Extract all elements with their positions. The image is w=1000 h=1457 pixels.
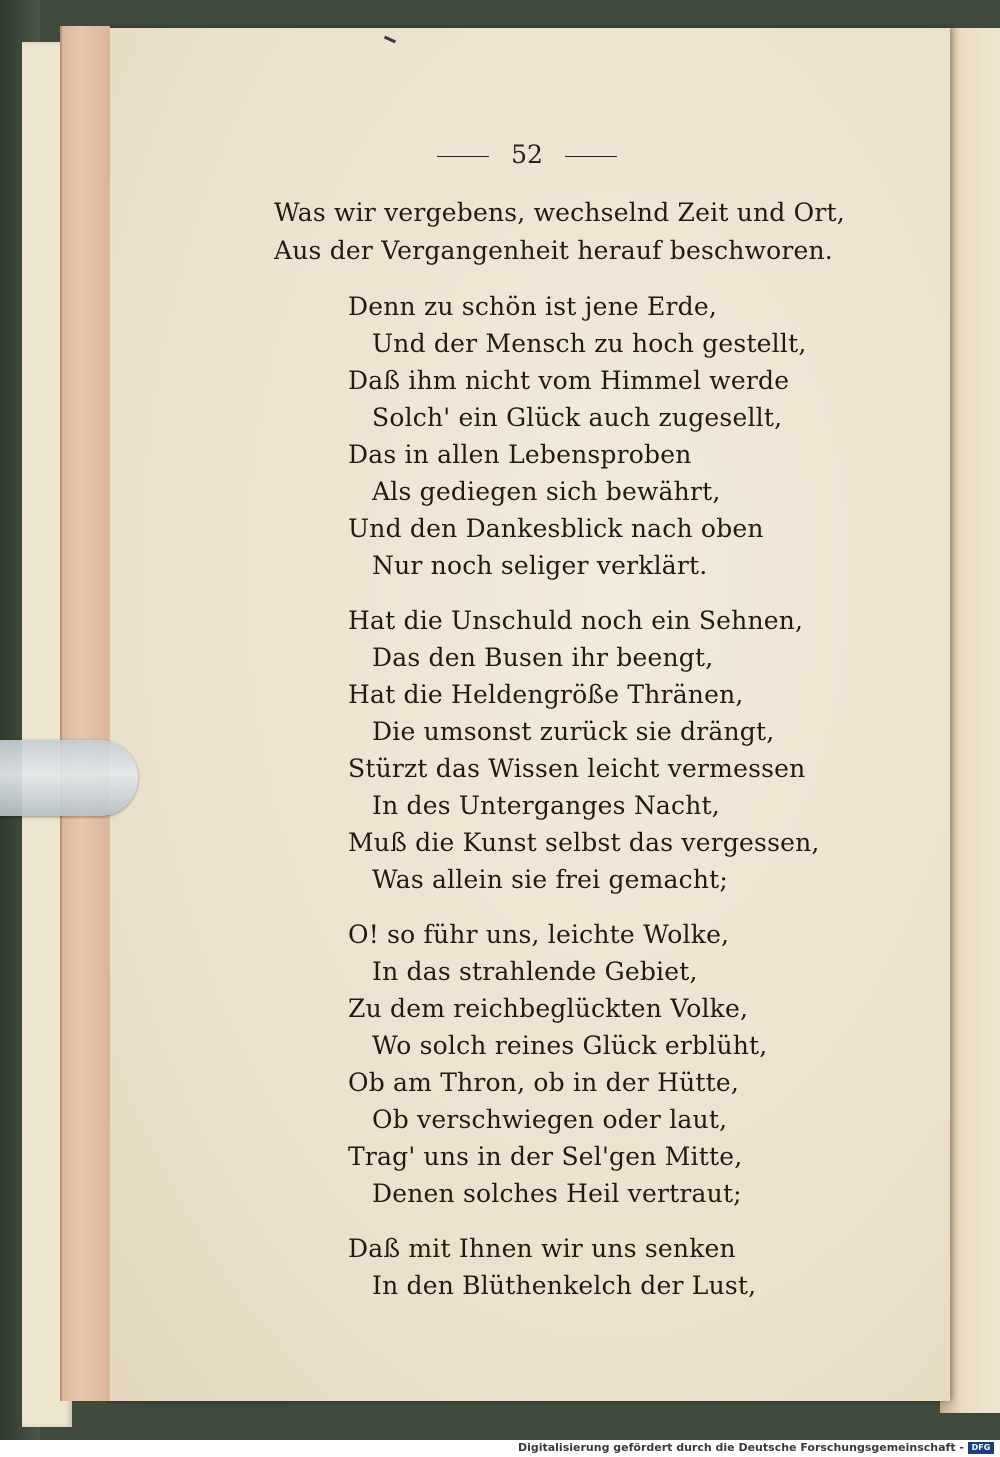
poem-line: Hat die Unschuld noch ein Sehnen, bbox=[348, 606, 804, 635]
poem-line: Trag' uns in der Sel'gen Mitte, bbox=[348, 1142, 743, 1171]
poem-line: Nur noch seliger verklärt. bbox=[372, 551, 708, 580]
poem-line: Und der Mensch zu hoch gestellt, bbox=[372, 329, 807, 358]
digitization-footer bbox=[0, 1440, 1000, 1457]
poem-line: Stürzt das Wissen leicht vermessen bbox=[348, 754, 806, 783]
poem-line: Und den Dankesblick nach oben bbox=[348, 514, 764, 543]
poem-line: Hat die Heldengröße Thränen, bbox=[348, 680, 744, 709]
poem-line: Ob am Thron, ob in der Hütte, bbox=[348, 1068, 740, 1097]
poem-line: Das in allen Lebensproben bbox=[348, 440, 692, 469]
poem-line: Was wir vergebens, wechselnd Zeit und Ort, bbox=[274, 198, 845, 227]
page-number-text: 52 bbox=[511, 140, 543, 169]
page-holder-clip bbox=[0, 740, 138, 816]
poem-line: Wo solch reines Glück erblüht, bbox=[372, 1031, 768, 1060]
poem-text bbox=[104, 28, 950, 1401]
poem-line: Das den Busen ihr beengt, bbox=[372, 643, 714, 672]
book-page bbox=[104, 28, 950, 1401]
page-gutter-edge bbox=[60, 26, 110, 1401]
poem-line: Als gediegen sich bewährt, bbox=[372, 477, 721, 506]
poem-line: Denen solches Heil vertraut; bbox=[372, 1179, 742, 1208]
poem-line: In das strahlende Gebiet, bbox=[372, 957, 698, 986]
dfg-logo: DFG bbox=[968, 1442, 994, 1454]
poem-line: Aus der Vergangenheit herauf beschworen. bbox=[274, 236, 833, 265]
poem-line: Solch' ein Glück auch zugesellt, bbox=[372, 403, 783, 432]
poem-line: Denn zu schön ist jene Erde, bbox=[348, 292, 717, 321]
poem-line: In den Blüthenkelch der Lust, bbox=[372, 1271, 757, 1300]
poem-line: Daß ihm nicht vom Himmel werde bbox=[348, 366, 790, 395]
poem-line: Ob verschwiegen oder laut, bbox=[372, 1105, 728, 1134]
poem-line: In des Unterganges Nacht, bbox=[372, 791, 720, 820]
poem-line: Die umsonst zurück sie drängt, bbox=[372, 717, 775, 746]
poem-line: Daß mit Ihnen wir uns senken bbox=[348, 1234, 736, 1263]
poem-line: Was allein sie frei gemacht; bbox=[372, 865, 729, 894]
poem-line: O! so führ uns, leichte Wolke, bbox=[348, 920, 730, 949]
poem-line: Muß die Kunst selbst das vergessen, bbox=[348, 828, 820, 857]
poem-line: Zu dem reichbeglückten Volke, bbox=[348, 994, 749, 1023]
funding-credit: Digitalisierung gefördert durch die Deutsche Forschungsgemeinschaft - bbox=[517, 1441, 964, 1454]
